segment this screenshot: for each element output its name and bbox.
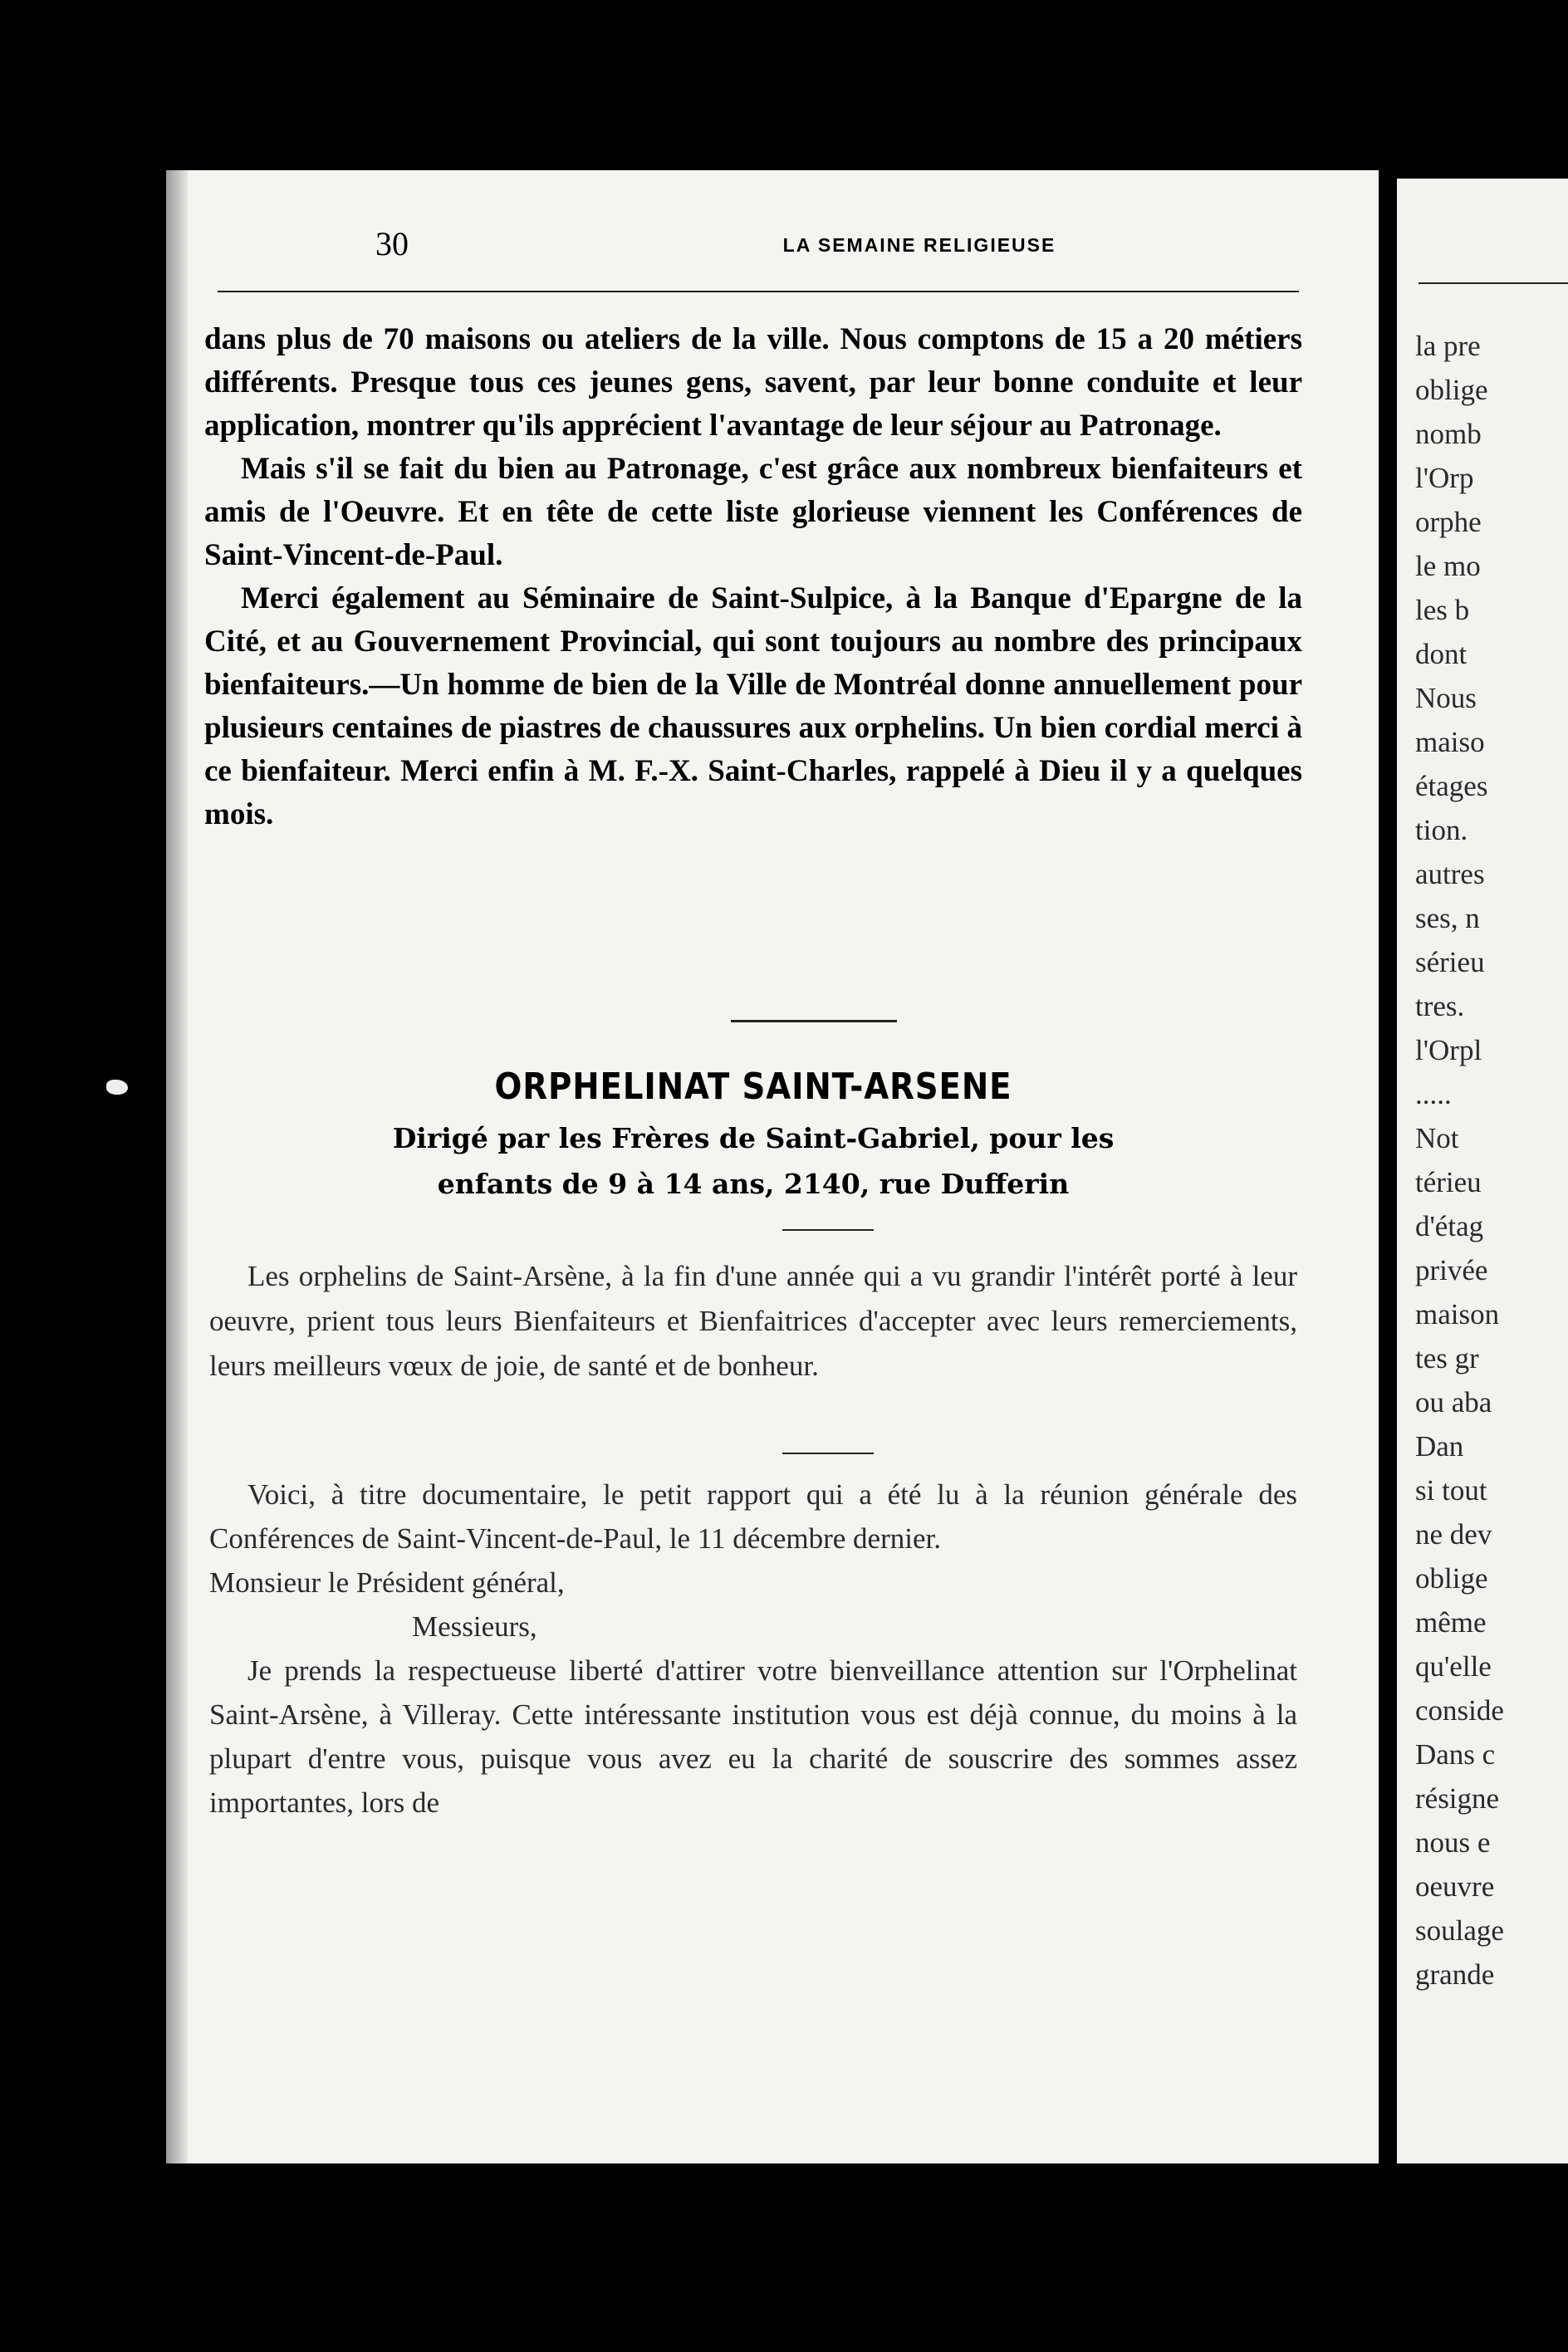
right-page [1397,179,1568,2163]
right-line: orphe [1415,506,1482,538]
right-line: sérieu [1415,946,1485,978]
journal-title: LA SEMAINE RELIGIEUSE [782,234,1056,256]
right-line: privée [1415,1254,1488,1286]
right-line: grande [1415,1958,1495,1991]
section-subtitle [204,1115,1302,1207]
right-line: la pre [1415,330,1481,362]
right-line: maiso [1415,726,1485,758]
paragraph: Les orphelins de Saint-Arsène, à la fin d'une année qui a vu grandir l'intérêt porté à leur oeuvre, prient tous leurs Bienfaiteurs et Bienfaitrices d'accepter avec leurs remerciements, leurs meilleurs vœux de joie, de santé et de bonheur. [209,1260,1297,1382]
paragraph: Mais s'il se fait du bien au Patronage, c'est grâce aux nombreux bienfaiteurs et amis de l'Oeuvre. Et en tête de cette liste glorieuse viennent les Conférences de Saint-Vincent-de-Paul. [204,452,1302,572]
right-line: nomb [1415,418,1482,450]
page-number: 30 [375,225,409,262]
header-rule [218,291,1299,292]
right-line: conside [1415,1694,1504,1727]
right-line: ..... [1415,1078,1452,1110]
right-line: tes gr [1415,1342,1479,1374]
right-line: ne dev [1415,1518,1492,1551]
right-line: oblige [1415,1562,1488,1595]
scan-speck [106,1080,128,1095]
right-line: soulage [1415,1914,1504,1947]
running-head [375,224,1463,266]
right-line: nous e [1415,1826,1491,1859]
section-title: ORPHELINAT SAINT-ARSENE [494,1066,1012,1108]
right-line: d'étag [1415,1210,1484,1242]
right-line: même [1415,1606,1487,1639]
right-line: autres [1415,858,1485,890]
right-line: résigne [1415,1782,1500,1815]
paragraph: Je prends la respectueuse liberté d'attirer votre bienveillance attention sur l'Orphelinat Saint-Arsène, à Villeray. Cette intéressante institution vous est déjà connue, du moins à la plupart d'entre vous, puisque vous avez eu la charité de souscrire des sommes assez importantes, lors de [209,1654,1297,1819]
right-line: ses, n [1415,902,1480,934]
right-line: térieu [1415,1166,1482,1198]
address-line: Messieurs, [412,1610,537,1643]
right-page-head-rule [1419,282,1568,284]
short-divider [782,1229,874,1231]
paragraph: Voici, à titre documentaire, le petit rapport qui a été lu à la réunion générale des Conférences de Saint-Vincent-de-Paul, le 11 décembre dernier. [209,1478,1297,1555]
page-content [166,170,1379,2163]
right-line: Nous [1415,682,1477,714]
right-line: dont [1415,638,1468,670]
right-line: tres. [1415,990,1465,1022]
right-line: ou aba [1415,1386,1492,1419]
section-divider [731,1020,897,1022]
right-line: tion. [1415,814,1468,846]
salutation: Monsieur le Président général, [209,1566,565,1599]
paragraph: Merci également au Séminaire de Saint-Sulpice, à la Banque d'Epargne de la Cité, et au Gouvernement Provincial, qui sont toujours au nombre des principaux bienfaiteurs.—Un homme de bien de la Ville de Montréal donne annuellement pour plusieurs centaines de piastres de chaussures aux orphelins. Un bien cordial merci à ce bienfaiteur. Merci enfin à M. F.-X. Saint-Charles, rappelé à Dieu il y a quelques mois. [204,581,1302,831]
short-divider [782,1453,874,1454]
right-line: Dans c [1415,1738,1496,1771]
report-text [209,1472,1297,1825]
right-line: qu'elle [1415,1650,1492,1683]
right-line: le mo [1415,550,1481,582]
right-line: les b [1415,594,1470,626]
patronage-continuation [204,318,1302,836]
right-line: si tout [1415,1474,1487,1507]
right-line: Not [1415,1122,1459,1154]
paragraph: dans plus de 70 maisons ou ateliers de la ville. Nous comptons de 15 a 20 métiers différents. Presque tous ces jeunes gens, savent, par leur bonne conduite et leur application, montrer qu'ils apprécient l'avantage de leur séjour au Patronage. [204,322,1302,443]
right-line: oeuvre [1415,1870,1495,1903]
right-line: étages [1415,770,1488,802]
right-line: l'Orpl [1415,1034,1482,1066]
subtitle-line: Dirigé par les Frères de Saint-Gabriel, pour les [392,1122,1115,1154]
orphans-greeting [209,1254,1297,1389]
subtitle-line: enfants de 9 à 14 ans, 2140, rue Dufferin [437,1168,1070,1200]
right-line: oblige [1415,374,1488,406]
right-page-text [1415,324,1568,1997]
right-line: Dan [1415,1430,1464,1463]
right-line: l'Orp [1415,462,1474,494]
right-line: maison [1415,1298,1500,1330]
